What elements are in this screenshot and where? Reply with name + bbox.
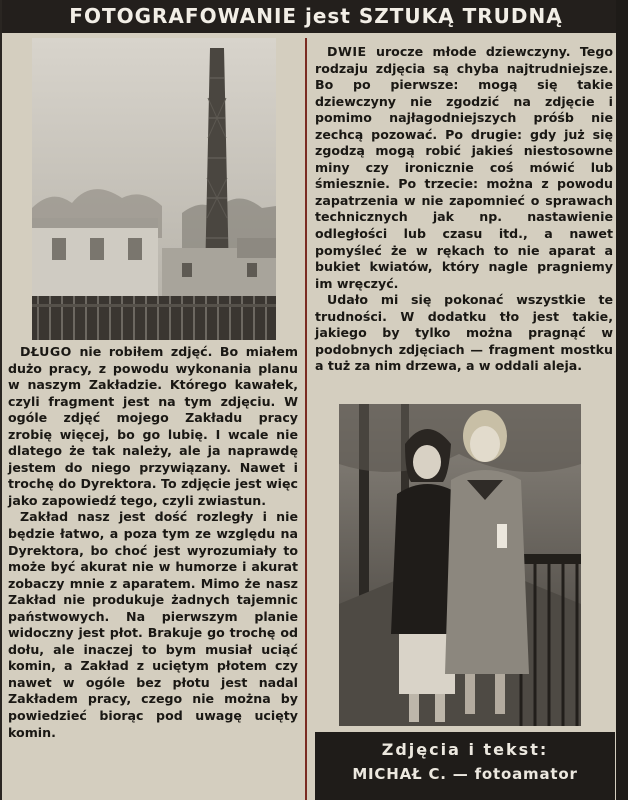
right-paragraph-2: Udało mi się pokonać wszystkie te trudności. W dodatku tło jest takie, jakiego by tylko można pragnąć w podobnych zdjęciach — fragment mostku a tuż za nim drzewa, a w oddali aleja. [315,292,613,374]
left-paragraph-2: Zakład nasz jest dość rozległy i nie będzie łatwo, a poza tym ze względu na Dyrektora, bo choć jest wyrozumiały to może być akurat nie w humorze i akurat zobaczy mnie z aparatem. Mimo że nasz Zakład nie produkuje żadnych tajemnic państwowych. Na pierwszym planie widoczny jest płot. Brakuje go trochę od dołu, ale inaczej to bym musiał uciąć komin, a Zakład z uciętym płotem czy nawet w ogóle bez płotu jest nadal Zakładem pracy, czego nie można by powiedzieć biorąc pod uwagę ucięty komin. [8,509,298,740]
page-right-edge [616,0,628,800]
right-lead-word: DWIE [327,44,367,59]
left-paragraph-1 [8,344,298,509]
two-girls-photo [339,404,581,726]
left-article-column [8,344,298,741]
credits-line-1: Zdjęcia i tekst: [381,740,549,759]
right-article-column [315,44,613,375]
column-divider [305,38,307,800]
left-paragraph-1-text: nie robiłem zdjęć. Bo miałem dużo pracy, z powodu wykonania planu w naszym Zakładzie. Którego kawałek, czyli fragment jest na tym zdjęciu. W ogóle zdjęć mojego Zakładu pracy zrobię więcej, bo go lubię. I wcale nie dlatego że tak należy, ale ja naprawdę jestem do niego przywiązany. Nawet i trochę do Dyrektora. To zdjęcie jest więc jako zapowiedź tego, czyli zwiastun. [8,344,298,508]
factory-photo [32,38,276,340]
photo-credits-box [315,732,615,800]
right-paragraph-1-text: urocze młode dziewczyny. Tego rodzaju zdjęcia są chyba najtrudniejsze. Bo po pierwsze: mogą się takie dziewczyny nie zgodzić na zdjęcie i pomimo najłagodniejszych próśb nie zechcą pozować. Po drugie: gdy już się zgodzą mogą robić jakieś niestosowne miny czy ironicznie coś mówić lub śmiesznie. Po trzecie: można z powodu zapatrzenia w nie zapomnieć o sprawach technicznych jak np. nastawienie odległości lub czasu itd., a nawet pomyśleć że w rękach to nie aparat a bukiet kwiatów, który nagle pragniemy im wręczyć. [315,44,613,291]
credits-line-2: MICHAŁ C. — fotoamator [352,765,578,783]
left-lead-word: DŁUGO [20,344,72,359]
right-paragraph-1 [315,44,613,292]
factory-photo-image [32,38,276,340]
page-headline: FOTOGRAFOWANIE jest SZTUKĄ TRUDNĄ [2,0,628,33]
two-girls-photo-image [339,404,581,726]
